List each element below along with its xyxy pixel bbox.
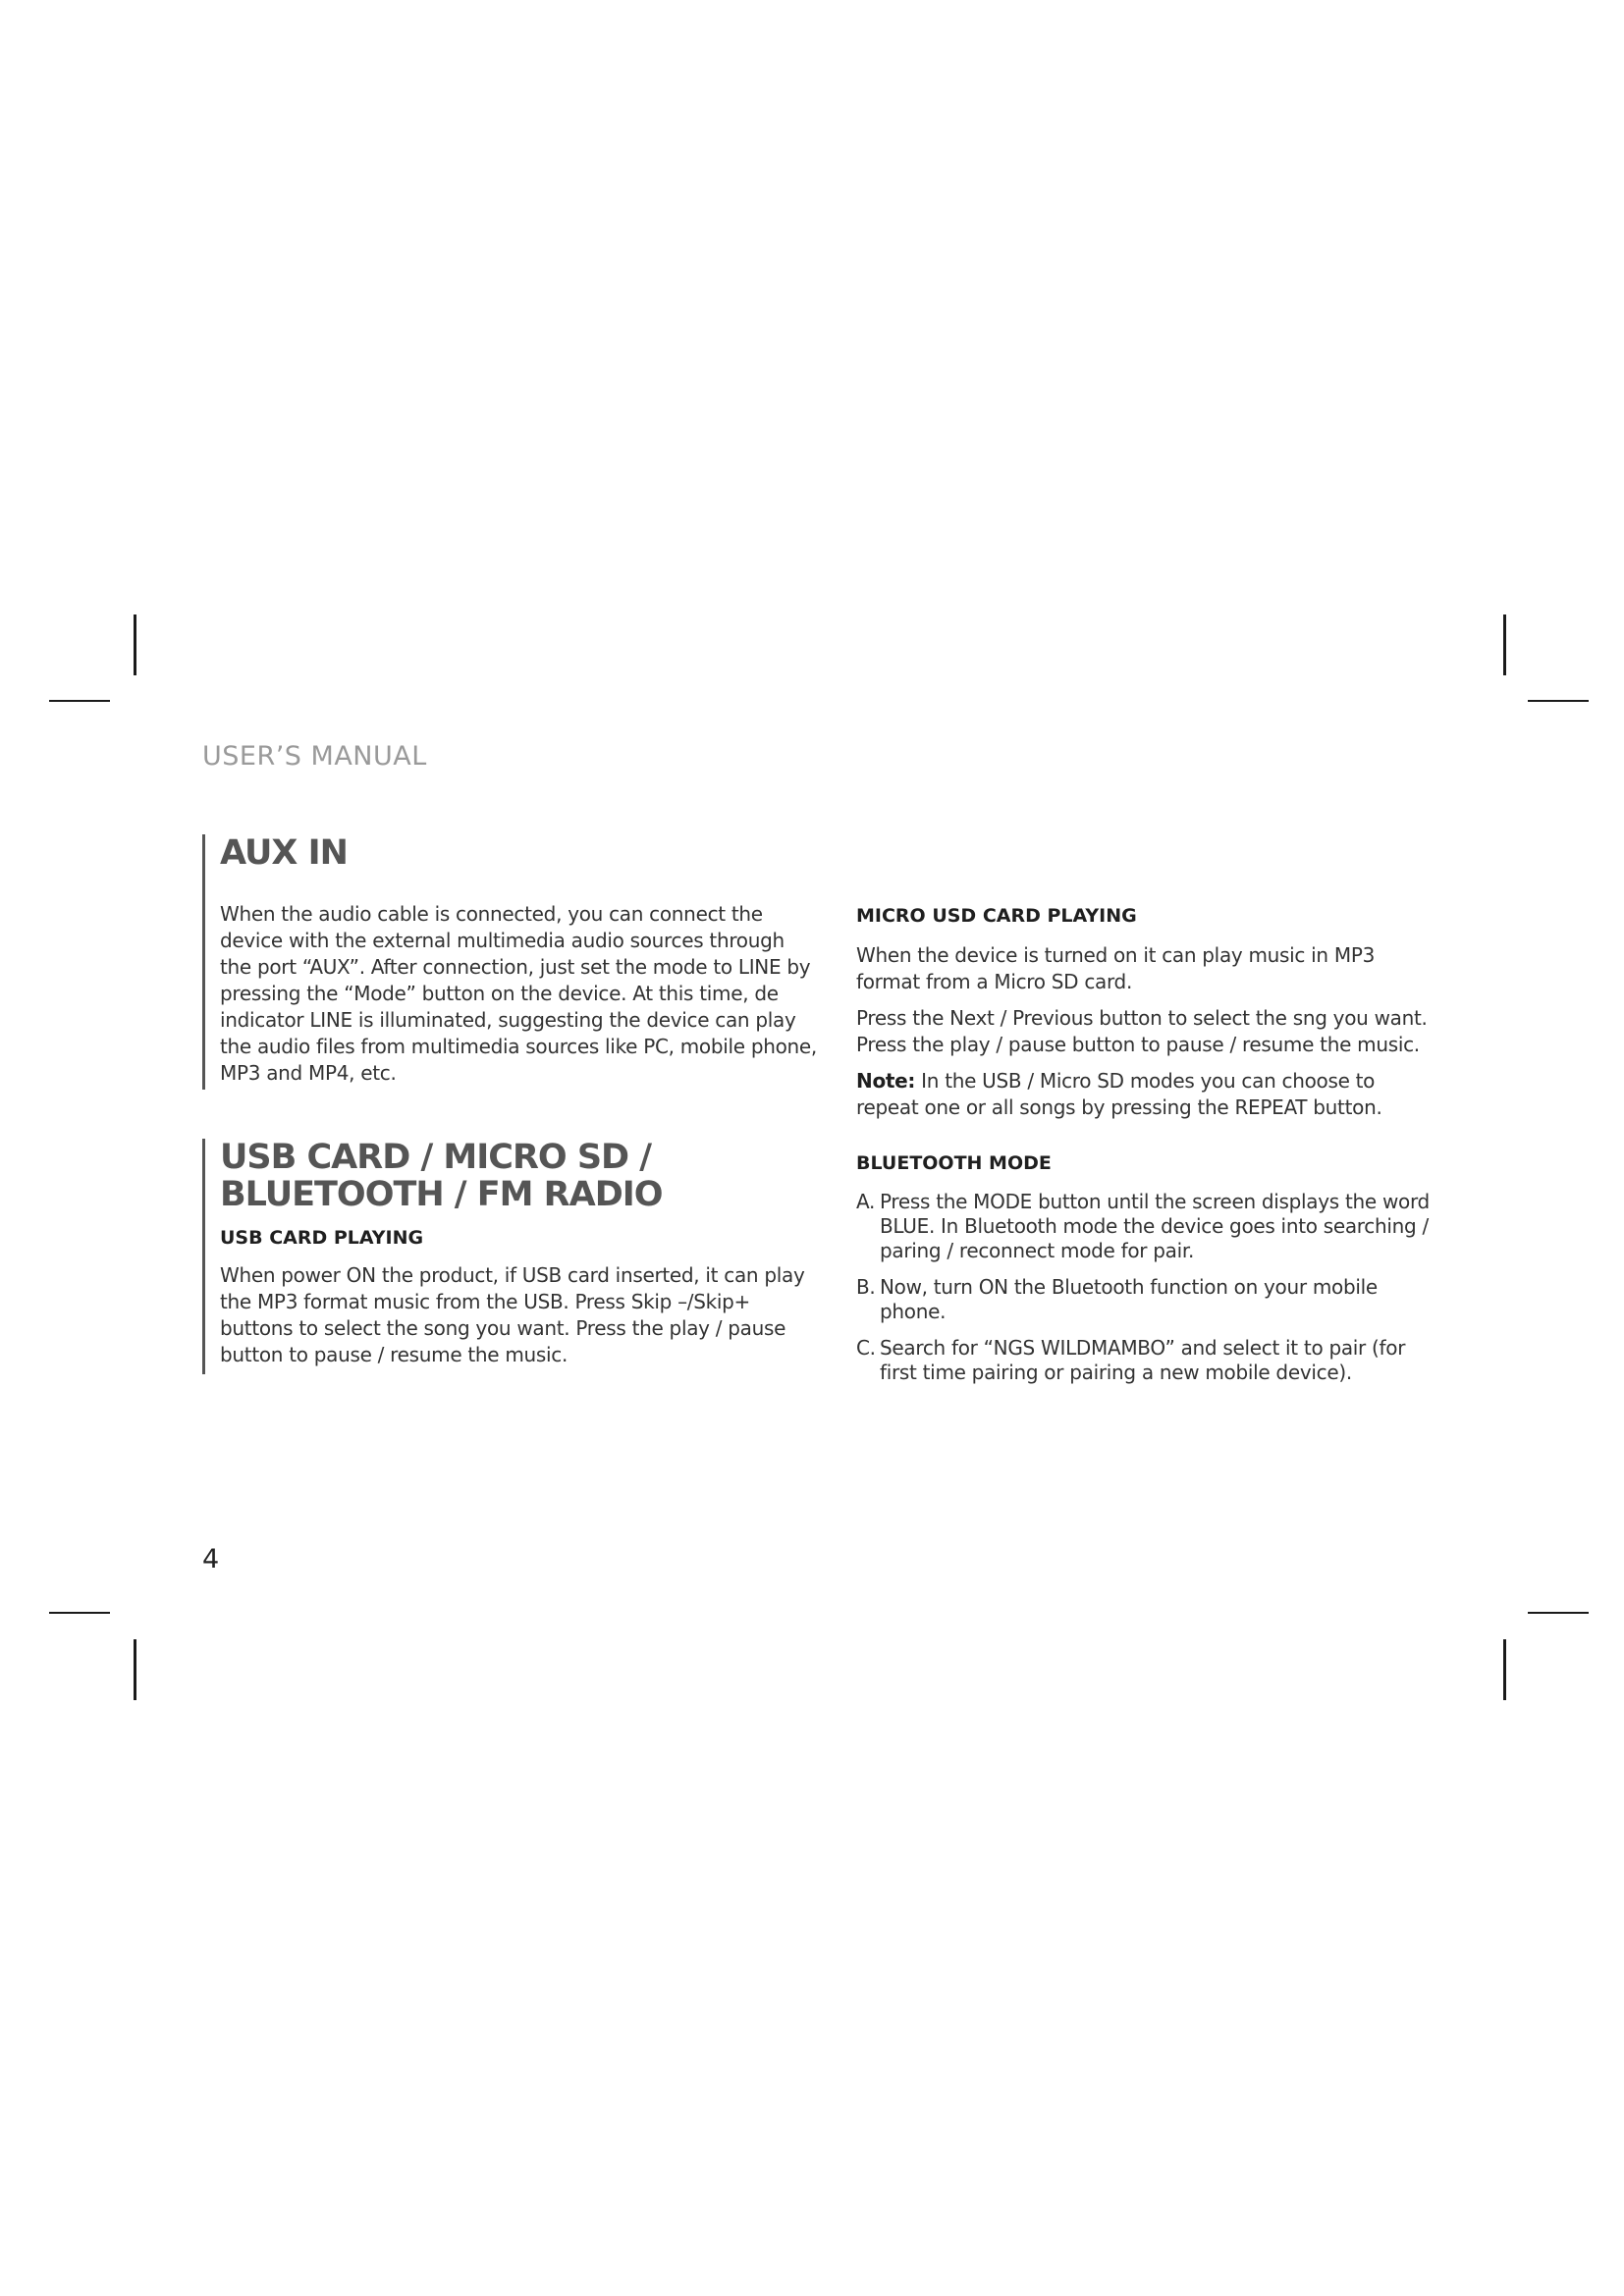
manual-header: USER’S MANUAL: [202, 741, 427, 772]
crop-mark-bottom-left-vertical: [134, 1639, 136, 1700]
aux-in-section: [202, 834, 819, 1090]
crop-mark-top-left-vertical: [134, 614, 136, 675]
right-column: [856, 905, 1435, 1397]
bluetooth-step-c-text: Search for “NGS WILDMAMBO” and select it to pair (for first time pairing or pairing a new mobile device).: [880, 1336, 1406, 1384]
aux-in-paragraph: When the audio cable is connected, you can connect the device with the external multimedia audio sources through the port “AUX”. After connection, just set the mode to LINE by pressing the “Mode” button on the device. At this time, de indicator LINE is illuminated, suggesting the device can play the audio files from multimedia sources like PC, mobile phone, MP3 and MP4, etc.: [220, 902, 817, 1085]
usb-section: [202, 1139, 819, 1374]
bluetooth-step-b-text: Now, turn ON the Bluetooth function on your mobile phone.: [880, 1275, 1378, 1323]
usb-section-title: [220, 1139, 819, 1213]
bluetooth-step-c-marker: C.: [856, 1336, 876, 1360]
crop-mark-top-right-vertical: [1503, 614, 1506, 675]
micro-usd-heading: MICRO USD CARD PLAYING: [856, 905, 1137, 927]
crop-mark-bottom-right-horizontal: [1528, 1612, 1589, 1614]
crop-mark-bottom-right-vertical: [1503, 1639, 1506, 1700]
bluetooth-step-b-marker: B.: [856, 1275, 876, 1299]
bluetooth-step-c: [856, 1336, 1435, 1385]
crop-mark-top-left-horizontal: [49, 700, 110, 702]
micro-usd-note: [856, 1068, 1435, 1121]
aux-in-title: AUX IN: [220, 833, 348, 873]
note-text: In the USB / Micro SD modes you can choose to repeat one or all songs by pressing the REPEAT button.: [856, 1069, 1382, 1119]
crop-mark-top-right-horizontal: [1528, 700, 1589, 702]
bluetooth-step-a: [856, 1190, 1435, 1263]
usb-card-playing-paragraph: When power ON the product, if USB card inserted, it can play the MP3 format music from the USB. Press Skip –/Skip+ buttons to select the song you want. Press the play / pause button to pause / resume the music.: [220, 1263, 805, 1366]
page-number: 4: [202, 1544, 220, 1575]
usb-section-title-line1: USB CARD / MICRO SD /: [220, 1138, 652, 1177]
bluetooth-step-a-text: Press the MODE button until the screen displays the word BLUE. In Bluetooth mode the device goes into searching / paring / reconnect mode for pair.: [880, 1190, 1430, 1262]
usb-section-title-line2: BLUETOOTH / FM RADIO: [220, 1175, 663, 1214]
bluetooth-step-a-marker: A.: [856, 1190, 876, 1213]
micro-usd-paragraph-2: Press the Next / Previous button to select the sng you want. Press the play / pause button to pause / resume the music.: [856, 1006, 1428, 1056]
usb-card-playing-heading: USB CARD PLAYING: [220, 1227, 424, 1249]
crop-mark-bottom-left-horizontal: [49, 1612, 110, 1614]
bluetooth-mode-heading: BLUETOOTH MODE: [856, 1152, 1052, 1174]
bluetooth-step-b: [856, 1275, 1435, 1324]
micro-usd-paragraph-1: When the device is turned on it can play music in MP3 format from a Micro SD card.: [856, 943, 1376, 993]
note-label: Note:: [856, 1069, 916, 1093]
